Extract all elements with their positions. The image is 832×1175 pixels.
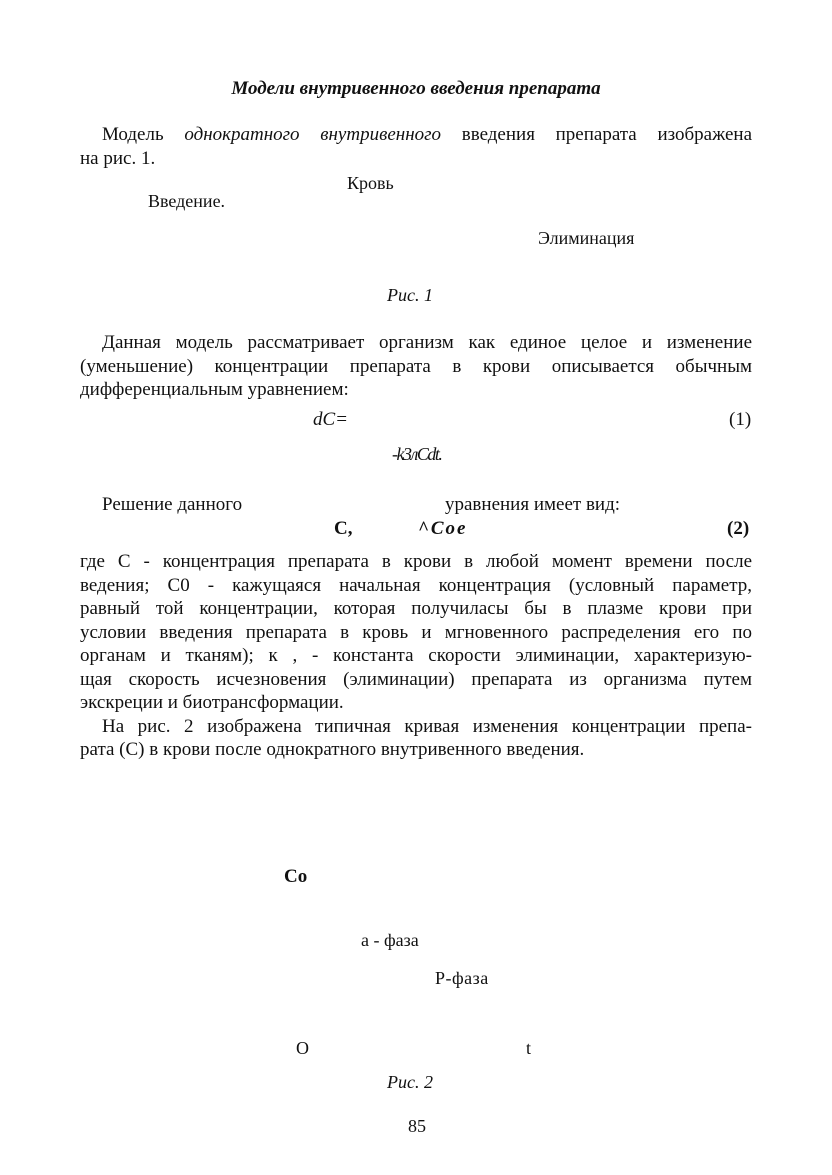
equation-1-lhs: dC= (313, 409, 348, 430)
definitions-line-3: равный той концентрации, которая получиласы бы в плазме крови при (80, 598, 752, 619)
intro-line-2: на рис. 1. (80, 147, 156, 169)
definitions-line-4: условии введения препарата в кровь и мгновенного распределения его по (80, 621, 752, 643)
fig1-injection-label: Введение. (148, 191, 226, 211)
solution-left: Решение данного (102, 494, 243, 515)
equation-2-number: (2) (727, 518, 750, 539)
model-line-1: Данная модель рассматривает организм как единое целое и изменение (102, 332, 752, 353)
fig2-beta-phase-label: Р-фаза (435, 968, 489, 988)
fig2-origin-label: О (296, 1038, 309, 1058)
equation-2-rhs: ^Coe (418, 518, 468, 539)
intro-paragraph (80, 123, 752, 170)
page-number: 85 (408, 1116, 426, 1136)
fig1-elimination-label: Элиминация (538, 228, 635, 248)
definitions-line-7: экскреции и биотрансформации. (80, 692, 344, 713)
fig2-intro-line-2: рата (С) в крови после однократного внутривенного введения. (80, 739, 585, 760)
model-paragraph (80, 331, 752, 402)
fig1-blood-label: Кровь (347, 173, 394, 193)
equation-2-c: C, (334, 518, 353, 539)
equation-1-rhs: -k3лCdt. (392, 444, 442, 464)
intro-line-1: Модель однократного внутривенного введения препарата изображена (102, 124, 753, 145)
fig2-co-label: Co (284, 866, 308, 887)
section-title: Модели внутривенного введения препарата (231, 78, 601, 99)
fig2-intro-line-1: На рис. 2 изображена типичная кривая изменения концентрации препа- (102, 715, 752, 737)
definitions-line-6: щая скорость исчезновения (элиминации) препарата из организма путем (80, 668, 752, 690)
definitions-line-5: органам и тканям); к , - константа скорости элиминации, характеризую- (80, 645, 752, 666)
definitions-paragraph (80, 550, 752, 762)
definitions-line-2: ведения; С0 - кажущаяся начальная концентрация (условный параметр, (80, 574, 752, 596)
fig2-time-label: t (526, 1038, 532, 1058)
fig2-caption: Рис. 2 (387, 1072, 433, 1092)
model-line-3: дифференциальным уравнением: (80, 379, 349, 400)
solution-right: уравнения имеет вид: (445, 494, 621, 515)
equation-1-number: (1) (729, 409, 752, 430)
fig2-alpha-phase-label: а - фаза (361, 930, 419, 950)
intro-italic: однократного внутривенного (184, 124, 442, 145)
fig1-caption: Рис. 1 (387, 285, 433, 305)
definitions-line-1: где С - концентрация препарата в крови в любой момент времени после (80, 551, 752, 572)
model-line-2: (уменьшение) концентрации препарата в крови описывается обычным (80, 355, 752, 377)
